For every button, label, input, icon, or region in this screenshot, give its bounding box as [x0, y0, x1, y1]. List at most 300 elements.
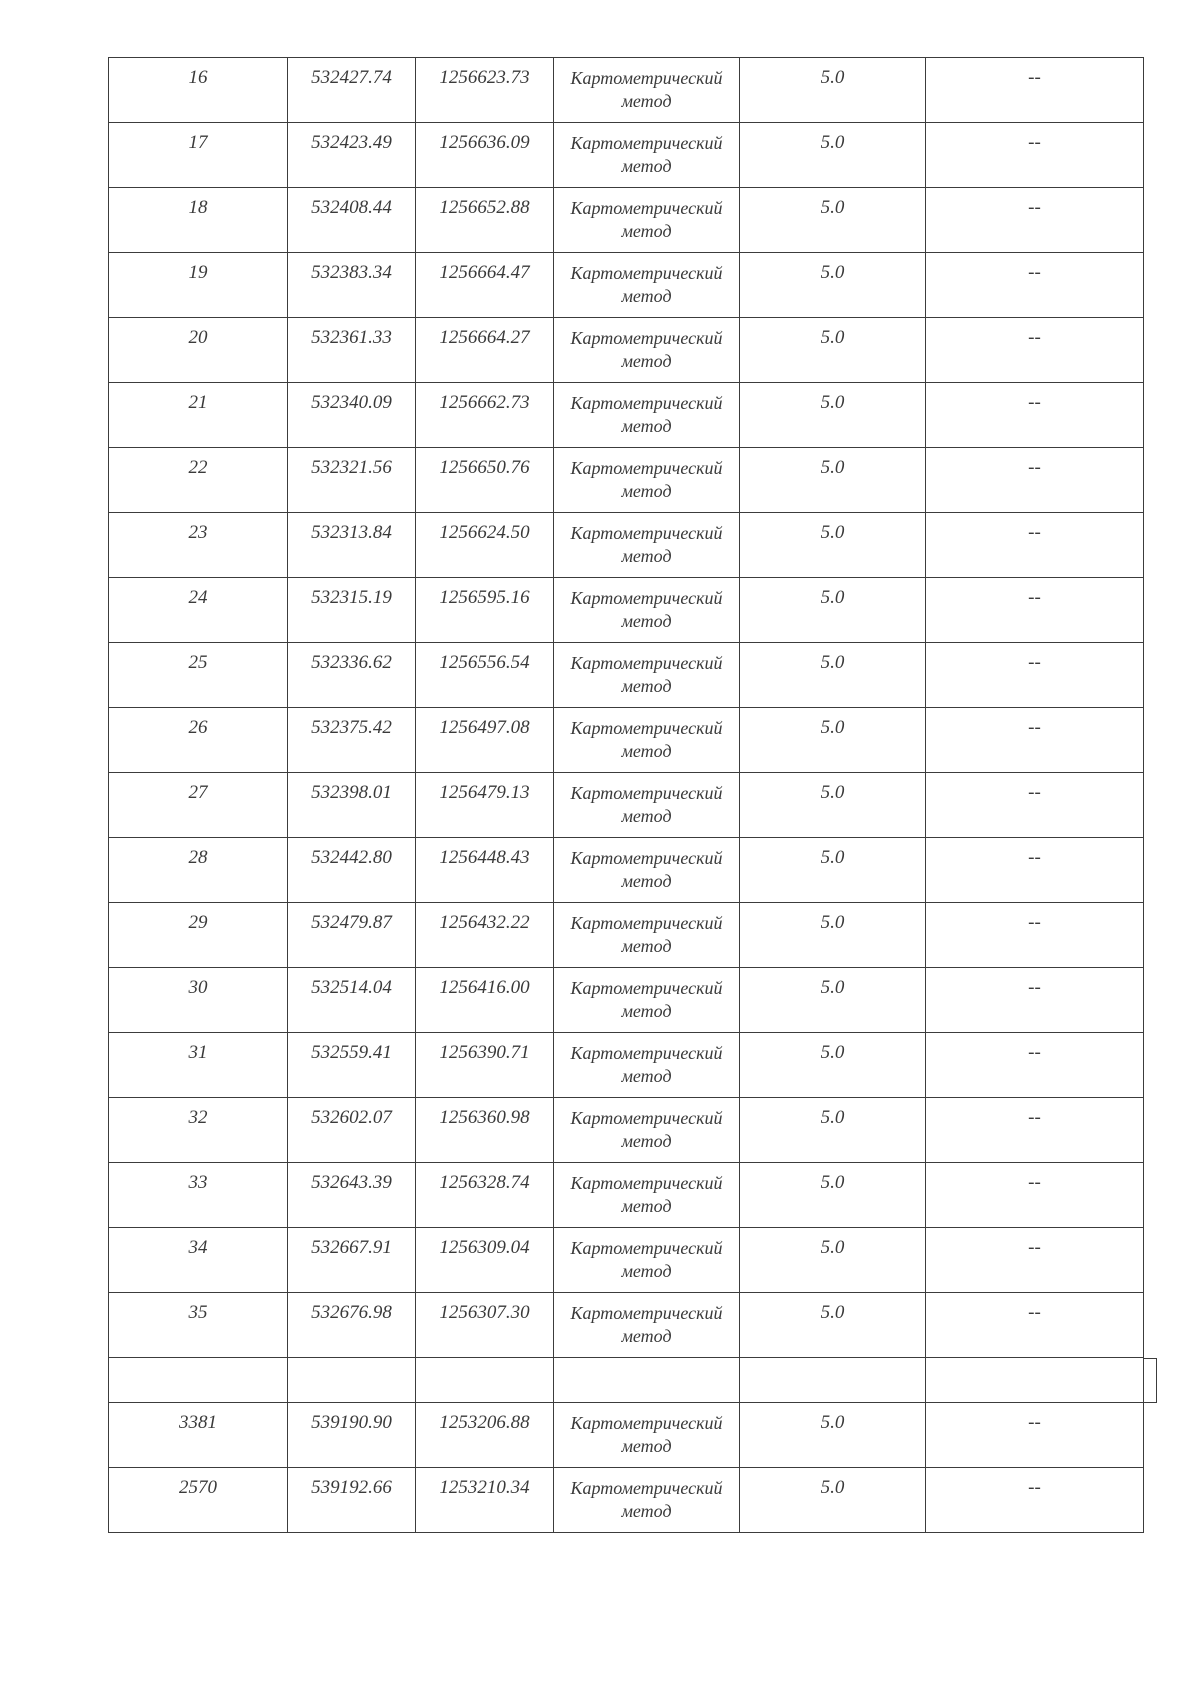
table-row	[109, 318, 1144, 383]
method-line: метод	[621, 286, 672, 306]
y-coordinate-cell-text: 1256662.73	[439, 392, 530, 413]
x-coordinate-cell	[288, 188, 416, 253]
note-cell-text: --	[1028, 1237, 1041, 1258]
point-number-cell	[109, 1403, 288, 1468]
point-number-cell	[109, 513, 288, 578]
x-coordinate-cell	[288, 318, 416, 383]
note-cell	[926, 253, 1144, 318]
accuracy-cell	[740, 1293, 926, 1358]
x-coordinate-cell-text: 532602.07	[311, 1107, 392, 1128]
note-cell-text: --	[1028, 1302, 1041, 1323]
method-text	[554, 513, 739, 568]
y-coordinate-cell	[416, 1468, 554, 1533]
y-coordinate-cell-text: 1256595.16	[439, 587, 530, 608]
y-coordinate-cell	[416, 1033, 554, 1098]
note-cell-text: --	[1028, 1172, 1041, 1193]
point-number-cell	[109, 578, 288, 643]
x-coordinate-cell	[288, 1033, 416, 1098]
method-line: Картометрический	[570, 458, 723, 478]
x-coordinate-cell	[288, 1098, 416, 1163]
x-coordinate-cell-text: 532313.84	[311, 522, 392, 543]
x-coordinate-cell-text: 532340.09	[311, 392, 392, 413]
note-cell	[926, 1163, 1144, 1228]
y-coordinate-cell	[416, 1228, 554, 1293]
method-line: метод	[621, 221, 672, 241]
method-line: Картометрический	[570, 328, 723, 348]
x-coordinate-cell-text: 532361.33	[311, 327, 392, 348]
y-coordinate-cell-text: 1256416.00	[439, 977, 530, 998]
point-number-cell	[109, 1033, 288, 1098]
method-line: метод	[621, 1001, 672, 1021]
method-line: Картометрический	[570, 198, 723, 218]
x-coordinate-cell	[288, 1468, 416, 1533]
method-text	[554, 1403, 739, 1458]
point-number-cell-text: 29	[188, 912, 208, 933]
method-line: Картометрический	[570, 913, 723, 933]
x-coordinate-cell	[288, 383, 416, 448]
method-cell	[554, 383, 740, 448]
method-line: метод	[621, 806, 672, 826]
table-row	[109, 1403, 1144, 1468]
accuracy-cell	[740, 968, 926, 1033]
table-row	[109, 1163, 1144, 1228]
empty-cell	[109, 1358, 288, 1403]
method-text	[554, 773, 739, 828]
empty-separator-row	[109, 1358, 1144, 1403]
method-line: метод	[621, 1131, 672, 1151]
method-cell	[554, 1163, 740, 1228]
note-cell	[926, 513, 1144, 578]
point-number-cell	[109, 253, 288, 318]
note-cell	[926, 708, 1144, 773]
x-coordinate-cell	[288, 253, 416, 318]
method-line: метод	[621, 91, 672, 111]
y-coordinate-cell-text: 1256556.54	[439, 652, 530, 673]
empty-cell	[554, 1358, 740, 1403]
table-row	[109, 448, 1144, 513]
accuracy-cell	[740, 708, 926, 773]
x-coordinate-cell-text: 532398.01	[311, 782, 392, 803]
y-coordinate-cell-text: 1256360.98	[439, 1107, 530, 1128]
note-cell	[926, 188, 1144, 253]
method-cell	[554, 188, 740, 253]
point-number-cell	[109, 188, 288, 253]
x-coordinate-cell	[288, 1293, 416, 1358]
note-cell-text: --	[1028, 522, 1041, 543]
point-number-cell-text: 20	[188, 327, 208, 348]
note-cell	[926, 968, 1144, 1033]
accuracy-cell	[740, 1403, 926, 1468]
note-cell-text: --	[1028, 1107, 1041, 1128]
method-line: метод	[621, 871, 672, 891]
method-text	[554, 1468, 739, 1523]
note-cell	[926, 1228, 1144, 1293]
y-coordinate-cell-text: 1256307.30	[439, 1302, 530, 1323]
point-number-cell-text: 18	[188, 197, 208, 218]
table-row	[109, 383, 1144, 448]
accuracy-cell-text: 5.0	[820, 522, 845, 543]
y-coordinate-cell	[416, 1293, 554, 1358]
y-coordinate-cell	[416, 123, 554, 188]
method-line: метод	[621, 156, 672, 176]
method-line: метод	[621, 1066, 672, 1086]
x-coordinate-cell-text: 532559.41	[311, 1042, 392, 1063]
method-cell	[554, 1228, 740, 1293]
method-cell	[554, 448, 740, 513]
x-coordinate-cell-text: 532336.62	[311, 652, 392, 673]
x-coordinate-cell	[288, 903, 416, 968]
point-number-cell-text: 28	[188, 847, 208, 868]
method-line: Картометрический	[570, 718, 723, 738]
method-line: метод	[621, 1326, 672, 1346]
table-row	[109, 773, 1144, 838]
accuracy-cell	[740, 448, 926, 513]
point-number-cell-text: 23	[188, 522, 208, 543]
point-number-cell-text: 35	[188, 1302, 208, 1323]
accuracy-cell-text: 5.0	[820, 717, 845, 738]
coordinates-table	[108, 57, 1144, 1533]
method-line: метод	[621, 611, 672, 631]
y-coordinate-cell-text: 1256664.27	[439, 327, 530, 348]
method-line: Картометрический	[570, 393, 723, 413]
method-cell	[554, 838, 740, 903]
x-coordinate-cell	[288, 1228, 416, 1293]
method-line: метод	[621, 1196, 672, 1216]
note-cell-text: --	[1028, 587, 1041, 608]
accuracy-cell-text: 5.0	[820, 1042, 845, 1063]
method-text	[554, 318, 739, 373]
method-cell	[554, 1293, 740, 1358]
x-coordinate-cell-text: 532676.98	[311, 1302, 392, 1323]
method-line: метод	[621, 481, 672, 501]
x-coordinate-cell	[288, 448, 416, 513]
x-coordinate-cell-text: 532667.91	[311, 1237, 392, 1258]
method-text	[554, 903, 739, 958]
table-row	[109, 968, 1144, 1033]
note-cell	[926, 773, 1144, 838]
method-cell	[554, 968, 740, 1033]
x-coordinate-cell-text: 532479.87	[311, 912, 392, 933]
note-cell-text: --	[1028, 652, 1041, 673]
table-row	[109, 188, 1144, 253]
table-row	[109, 838, 1144, 903]
method-text	[554, 58, 739, 113]
note-cell-text: --	[1028, 67, 1041, 88]
point-number-cell	[109, 1293, 288, 1358]
accuracy-cell-text: 5.0	[820, 1412, 845, 1433]
table-row	[109, 708, 1144, 773]
y-coordinate-cell-text: 1256328.74	[439, 1172, 530, 1193]
y-coordinate-cell	[416, 318, 554, 383]
method-cell	[554, 1403, 740, 1468]
accuracy-cell-text: 5.0	[820, 1477, 845, 1498]
note-cell	[926, 1033, 1144, 1098]
accuracy-cell	[740, 643, 926, 708]
y-coordinate-cell-text: 1256432.22	[439, 912, 530, 933]
method-cell	[554, 1098, 740, 1163]
point-number-cell-text: 32	[188, 1107, 208, 1128]
point-number-cell-text: 33	[188, 1172, 208, 1193]
method-line: метод	[621, 546, 672, 566]
method-cell	[554, 578, 740, 643]
note-cell	[926, 643, 1144, 708]
note-cell	[926, 903, 1144, 968]
table-row	[109, 903, 1144, 968]
empty-cell	[740, 1358, 926, 1403]
x-coordinate-cell-text: 532321.56	[311, 457, 392, 478]
point-number-cell-text: 25	[188, 652, 208, 673]
method-cell	[554, 253, 740, 318]
method-line: метод	[621, 936, 672, 956]
table-row	[109, 1098, 1144, 1163]
point-number-cell	[109, 643, 288, 708]
accuracy-cell-text: 5.0	[820, 67, 845, 88]
note-cell-text: --	[1028, 457, 1041, 478]
note-cell-text: --	[1028, 1042, 1041, 1063]
y-coordinate-cell-text: 1256664.47	[439, 262, 530, 283]
y-coordinate-cell	[416, 578, 554, 643]
table-row	[109, 643, 1144, 708]
y-coordinate-cell-text: 1253210.34	[439, 1477, 530, 1498]
note-cell-text: --	[1028, 262, 1041, 283]
table-row	[109, 253, 1144, 318]
accuracy-cell-text: 5.0	[820, 262, 845, 283]
y-coordinate-cell-text: 1256479.13	[439, 782, 530, 803]
accuracy-cell-text: 5.0	[820, 132, 845, 153]
note-cell	[926, 1098, 1144, 1163]
note-cell	[926, 1403, 1144, 1468]
point-number-cell-text: 24	[188, 587, 208, 608]
point-number-cell	[109, 1163, 288, 1228]
table-row	[109, 1293, 1144, 1358]
point-number-cell-text: 34	[188, 1237, 208, 1258]
accuracy-cell	[740, 773, 926, 838]
y-coordinate-cell-text: 1256448.43	[439, 847, 530, 868]
x-coordinate-cell	[288, 643, 416, 708]
point-number-cell	[109, 838, 288, 903]
x-coordinate-cell	[288, 1403, 416, 1468]
x-coordinate-cell-text: 539192.66	[311, 1477, 392, 1498]
point-number-cell-text: 26	[188, 717, 208, 738]
method-line: метод	[621, 1261, 672, 1281]
point-number-cell	[109, 1228, 288, 1293]
y-coordinate-cell-text: 1256497.08	[439, 717, 530, 738]
y-coordinate-cell	[416, 1098, 554, 1163]
method-text	[554, 383, 739, 438]
method-line: метод	[621, 741, 672, 761]
y-coordinate-cell	[416, 1163, 554, 1228]
accuracy-cell	[740, 1468, 926, 1533]
method-line: Картометрический	[570, 783, 723, 803]
point-number-cell-text: 2570	[179, 1477, 217, 1498]
method-text	[554, 838, 739, 893]
method-text	[554, 1228, 739, 1283]
method-text	[554, 1293, 739, 1348]
accuracy-cell-text: 5.0	[820, 912, 845, 933]
method-text	[554, 123, 739, 178]
method-text	[554, 1033, 739, 1088]
x-coordinate-cell	[288, 838, 416, 903]
point-number-cell-text: 17	[188, 132, 208, 153]
accuracy-cell-text: 5.0	[820, 652, 845, 673]
note-cell-text: --	[1028, 392, 1041, 413]
method-line: Картометрический	[570, 1043, 723, 1063]
table-row	[109, 578, 1144, 643]
note-cell	[926, 1468, 1144, 1533]
accuracy-cell	[740, 123, 926, 188]
point-number-cell-text: 3381	[179, 1412, 217, 1433]
accuracy-cell	[740, 188, 926, 253]
note-cell	[926, 318, 1144, 383]
method-line: метод	[621, 351, 672, 371]
accuracy-cell-text: 5.0	[820, 457, 845, 478]
x-coordinate-cell	[288, 773, 416, 838]
note-cell-text: --	[1028, 197, 1041, 218]
method-line: метод	[621, 676, 672, 696]
method-line: метод	[621, 416, 672, 436]
y-coordinate-cell	[416, 1403, 554, 1468]
method-cell	[554, 513, 740, 578]
note-cell	[926, 578, 1144, 643]
method-text	[554, 578, 739, 633]
y-coordinate-cell	[416, 188, 554, 253]
point-number-cell-text: 16	[188, 67, 208, 88]
accuracy-cell-text: 5.0	[820, 392, 845, 413]
y-coordinate-cell-text: 1256309.04	[439, 1237, 530, 1258]
x-coordinate-cell	[288, 123, 416, 188]
empty-cell	[926, 1358, 1144, 1403]
x-coordinate-cell	[288, 708, 416, 773]
note-cell-text: --	[1028, 132, 1041, 153]
x-coordinate-cell	[288, 58, 416, 123]
point-number-cell-text: 22	[188, 457, 208, 478]
method-line: Картометрический	[570, 1413, 723, 1433]
method-line: Картометрический	[570, 848, 723, 868]
accuracy-cell	[740, 1098, 926, 1163]
accuracy-cell	[740, 578, 926, 643]
table-row	[109, 58, 1144, 123]
x-coordinate-cell-text: 532315.19	[311, 587, 392, 608]
method-text	[554, 1163, 739, 1218]
x-coordinate-cell-text: 532427.74	[311, 67, 392, 88]
method-cell	[554, 708, 740, 773]
note-cell-text: --	[1028, 327, 1041, 348]
method-line: Картометрический	[570, 133, 723, 153]
table-row	[109, 1468, 1144, 1533]
accuracy-cell-text: 5.0	[820, 782, 845, 803]
note-cell	[926, 1293, 1144, 1358]
x-coordinate-cell-text: 532408.44	[311, 197, 392, 218]
y-coordinate-cell	[416, 773, 554, 838]
method-cell	[554, 123, 740, 188]
x-coordinate-cell-text: 532423.49	[311, 132, 392, 153]
method-line: Картометрический	[570, 978, 723, 998]
x-coordinate-cell-text: 539190.90	[311, 1412, 392, 1433]
method-text	[554, 1098, 739, 1153]
accuracy-cell	[740, 513, 926, 578]
x-coordinate-cell	[288, 968, 416, 1033]
x-coordinate-cell	[288, 1163, 416, 1228]
accuracy-cell-text: 5.0	[820, 197, 845, 218]
y-coordinate-cell	[416, 448, 554, 513]
method-line: Картометрический	[570, 1238, 723, 1258]
method-line: Картометрический	[570, 1173, 723, 1193]
x-coordinate-cell-text: 532375.42	[311, 717, 392, 738]
y-coordinate-cell-text: 1256652.88	[439, 197, 530, 218]
point-number-cell	[109, 968, 288, 1033]
x-coordinate-cell-text: 532643.39	[311, 1172, 392, 1193]
accuracy-cell-text: 5.0	[820, 977, 845, 998]
point-number-cell	[109, 773, 288, 838]
note-cell-text: --	[1028, 717, 1041, 738]
point-number-cell	[109, 123, 288, 188]
accuracy-cell-text: 5.0	[820, 1237, 845, 1258]
x-coordinate-cell-text: 532442.80	[311, 847, 392, 868]
note-cell	[926, 123, 1144, 188]
accuracy-cell-text: 5.0	[820, 1172, 845, 1193]
table-row	[109, 1033, 1144, 1098]
method-text	[554, 253, 739, 308]
y-coordinate-cell	[416, 58, 554, 123]
note-cell-text: --	[1028, 912, 1041, 933]
point-number-cell	[109, 708, 288, 773]
note-cell-text: --	[1028, 782, 1041, 803]
x-coordinate-cell	[288, 513, 416, 578]
accuracy-cell-text: 5.0	[820, 1302, 845, 1323]
empty-cell	[416, 1358, 554, 1403]
x-coordinate-cell	[288, 578, 416, 643]
accuracy-cell	[740, 58, 926, 123]
point-number-cell	[109, 448, 288, 513]
accuracy-cell	[740, 1163, 926, 1228]
method-line: Картометрический	[570, 1108, 723, 1128]
accuracy-cell	[740, 383, 926, 448]
method-cell	[554, 318, 740, 383]
method-line: Картометрический	[570, 263, 723, 283]
note-cell-text: --	[1028, 847, 1041, 868]
accuracy-cell	[740, 903, 926, 968]
method-cell	[554, 58, 740, 123]
point-number-cell-text: 30	[188, 977, 208, 998]
note-cell	[926, 383, 1144, 448]
x-coordinate-cell-text: 532383.34	[311, 262, 392, 283]
method-cell	[554, 643, 740, 708]
accuracy-cell	[740, 1228, 926, 1293]
y-coordinate-cell-text: 1256624.50	[439, 522, 530, 543]
table-body	[109, 58, 1144, 1533]
method-line: Картометрический	[570, 1303, 723, 1323]
point-number-cell-text: 21	[188, 392, 208, 413]
y-coordinate-cell	[416, 708, 554, 773]
note-cell	[926, 448, 1144, 513]
method-cell	[554, 1468, 740, 1533]
accuracy-cell	[740, 318, 926, 383]
method-line: метод	[621, 1501, 672, 1521]
empty-cell	[288, 1358, 416, 1403]
method-text	[554, 188, 739, 243]
note-cell-text: --	[1028, 1412, 1041, 1433]
accuracy-cell	[740, 1033, 926, 1098]
y-coordinate-cell	[416, 383, 554, 448]
y-coordinate-cell	[416, 968, 554, 1033]
method-line: Картометрический	[570, 1478, 723, 1498]
accuracy-cell	[740, 253, 926, 318]
y-coordinate-cell	[416, 253, 554, 318]
point-number-cell	[109, 383, 288, 448]
method-cell	[554, 1033, 740, 1098]
note-cell-text: --	[1028, 977, 1041, 998]
y-coordinate-cell-text: 1256636.09	[439, 132, 530, 153]
